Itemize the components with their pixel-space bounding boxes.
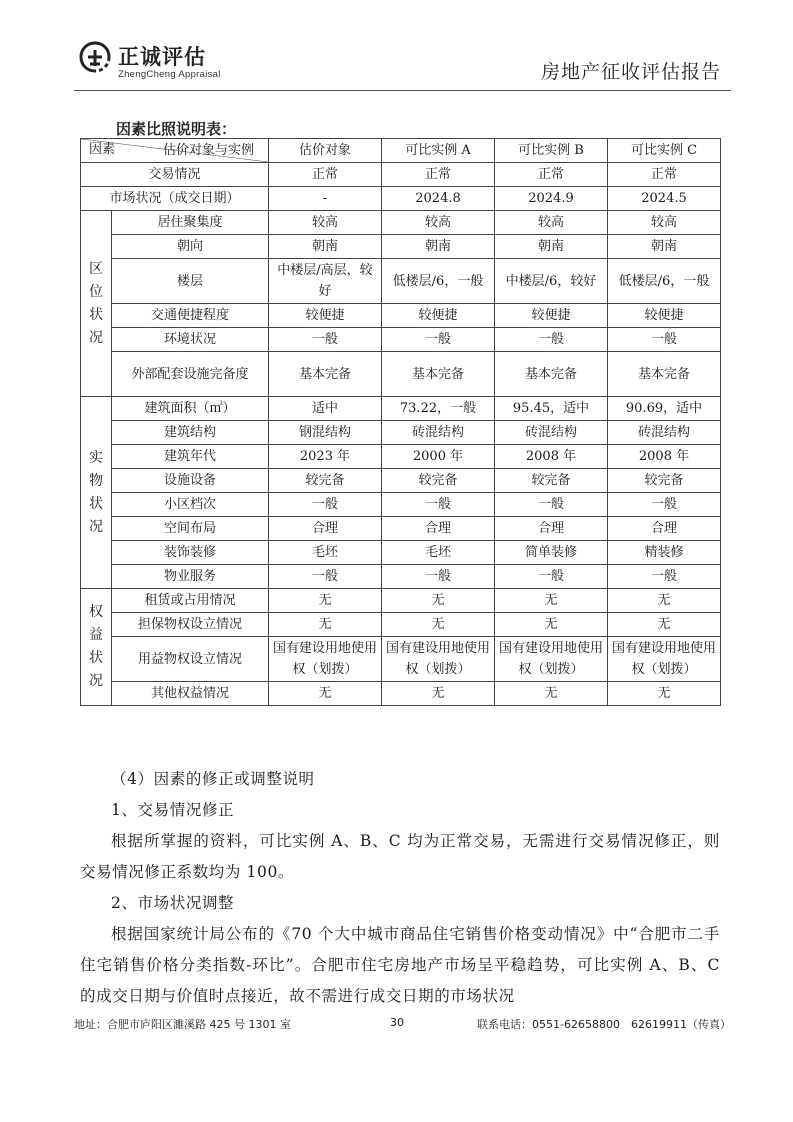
table-row — [81, 163, 721, 187]
table-corner-cell — [81, 139, 269, 163]
factor-label: 外部配套设施完备度 — [112, 352, 269, 397]
header-divider — [74, 90, 731, 91]
column-header: 可比实例 C — [608, 139, 721, 163]
factor-value: 一般 — [382, 493, 495, 517]
table-row — [81, 421, 721, 445]
table-row — [81, 211, 721, 235]
body-text — [80, 764, 720, 1012]
column-header: 可比实例 A — [382, 139, 495, 163]
table-row — [81, 613, 721, 637]
factor-value: 较便捷 — [608, 304, 721, 328]
factor-label: 小区档次 — [112, 493, 269, 517]
factor-value: 较完备 — [608, 469, 721, 493]
factor-value: 无 — [495, 589, 608, 613]
factor-label: 设施设备 — [112, 469, 269, 493]
factor-value: 较便捷 — [382, 304, 495, 328]
factor-value: 中楼层/6，较好 — [495, 259, 608, 304]
table-row — [81, 682, 721, 706]
factor-value: 低楼层/6，一般 — [608, 259, 721, 304]
factor-value: 中楼层/高层，较好 — [269, 259, 382, 304]
factor-value: 无 — [269, 589, 382, 613]
factor-value: 无 — [608, 613, 721, 637]
factor-value: 无 — [382, 613, 495, 637]
factor-value: 较高 — [608, 211, 721, 235]
factor-value: 正常 — [269, 163, 382, 187]
factor-value: 95.45，适中 — [495, 397, 608, 421]
table-row — [81, 589, 721, 613]
factor-value: 一般 — [495, 328, 608, 352]
table-row — [81, 304, 721, 328]
table-row — [81, 187, 721, 211]
factor-value: 无 — [382, 589, 495, 613]
table-row — [81, 541, 721, 565]
factor-value: 国有建设用地使用权（划拨） — [495, 637, 608, 682]
group-label-char: 况 — [89, 673, 103, 689]
factor-value: 一般 — [495, 565, 608, 589]
factor-value: 合理 — [495, 517, 608, 541]
factor-label: 空间布局 — [112, 517, 269, 541]
factor-value: 砖混结构 — [495, 421, 608, 445]
table-row — [81, 469, 721, 493]
factor-value: 毛坯 — [382, 541, 495, 565]
factor-value: 砖混结构 — [382, 421, 495, 445]
report-title: 房地产征收评估报告 — [540, 61, 721, 83]
paragraph-transaction: 根据所掌握的资料，可比实例 A、B、C 均为正常交易，无需进行交易情况修正，则交易情况修正系数均为 100。 — [80, 832, 720, 881]
factor-label: 交通便捷程度 — [112, 304, 269, 328]
factor-label: 装饰装修 — [112, 541, 269, 565]
factor-value: 正常 — [608, 163, 721, 187]
factor-label: 建筑年代 — [112, 445, 269, 469]
table-row — [81, 637, 721, 682]
factor-value: 较便捷 — [495, 304, 608, 328]
factor-value: 一般 — [269, 493, 382, 517]
factor-value: 适中 — [269, 397, 382, 421]
factor-value: 较高 — [382, 211, 495, 235]
heading-factor-adjustment: （4）因素的修正或调整说明 — [111, 770, 315, 788]
table-row — [81, 565, 721, 589]
factor-value: 2000 年 — [382, 445, 495, 469]
factor-label: 建筑结构 — [112, 421, 269, 445]
paragraph-market: 根据国家统计局公布的《70 个大中城市商品住宅销售价格变动情况》中“合肥市二手住宅销售价格分类指数-环比”。合肥市住宅房地产市场呈平稳趋势，可比实例 A、B、C 的成交日期与价值时点接近，故不需进行成交日期的市场状况 — [80, 925, 720, 1005]
factor-label: 交易情况 — [81, 163, 269, 187]
factor-value: 无 — [495, 613, 608, 637]
factor-value: 较完备 — [269, 469, 382, 493]
factor-value: 一般 — [269, 565, 382, 589]
factor-value: 合理 — [269, 517, 382, 541]
table-row — [81, 493, 721, 517]
group-label-char: 物 — [89, 472, 103, 489]
factor-value: 砖混结构 — [608, 421, 721, 445]
footer-address: 地址：合肥市庐阳区濉溪路 425 号 1301 室 — [74, 1018, 291, 1031]
factor-value: 较高 — [269, 211, 382, 235]
factor-value: 2024.9 — [495, 187, 608, 211]
factor-value: 无 — [495, 682, 608, 706]
factor-value: 较完备 — [382, 469, 495, 493]
subheading-transaction: 1、交易情况修正 — [111, 801, 235, 819]
factor-value: 较便捷 — [269, 304, 382, 328]
factor-value: 一般 — [382, 565, 495, 589]
factor-value: 90.69，适中 — [608, 397, 721, 421]
factor-value: 73.22，一般 — [382, 397, 495, 421]
group-label-char: 况 — [89, 329, 103, 346]
factor-label: 其他权益情况 — [112, 682, 269, 706]
corner-bottom-label: 因素 — [89, 142, 116, 157]
factor-comparison-table — [80, 138, 721, 706]
table-row — [81, 328, 721, 352]
table-row — [81, 397, 721, 421]
factor-value: 一般 — [608, 565, 721, 589]
page-number: 30 — [390, 1016, 404, 1029]
section-title: 因素比照说明表： — [116, 120, 237, 138]
factor-value: 国有建设用地使用权（划拨） — [269, 637, 382, 682]
group-label-char: 益 — [89, 627, 103, 643]
factor-value: 毛坯 — [269, 541, 382, 565]
footer-phone: 联系电话：0551-62658800 62619911（传真） — [477, 1018, 731, 1031]
factor-value: 合理 — [382, 517, 495, 541]
factor-label: 租赁或占用情况 — [112, 589, 269, 613]
factor-label: 担保物权设立情况 — [112, 613, 269, 637]
factor-label: 市场状况（成交日期） — [81, 187, 269, 211]
factor-label: 物业服务 — [112, 565, 269, 589]
factor-label: 用益物权设立情况 — [112, 637, 269, 682]
factor-label: 建筑面积（㎡） — [112, 397, 269, 421]
factor-value: 合理 — [608, 517, 721, 541]
group-label-char: 位 — [89, 283, 103, 300]
group-label — [81, 211, 112, 397]
factor-value: 2024.5 — [608, 187, 721, 211]
factor-value: 无 — [269, 613, 382, 637]
table-row — [81, 259, 721, 304]
factor-value: 钢混结构 — [269, 421, 382, 445]
factor-value: 无 — [382, 682, 495, 706]
factor-value: 一般 — [608, 328, 721, 352]
group-label-char: 权 — [89, 604, 103, 620]
group-label-char: 况 — [89, 518, 103, 535]
factor-value: 无 — [269, 682, 382, 706]
factor-value: 一般 — [495, 493, 608, 517]
factor-value: 基本完备 — [269, 352, 382, 397]
factor-value: 2023 年 — [269, 445, 382, 469]
factor-value: 较高 — [495, 211, 608, 235]
factor-value: 无 — [608, 589, 721, 613]
table-row — [81, 445, 721, 469]
column-header: 可比实例 B — [495, 139, 608, 163]
logo-text-cn: 正诚评估 — [118, 45, 206, 69]
factor-value: 2008 年 — [495, 445, 608, 469]
corner-top-label: 估价对象与实例 — [162, 143, 254, 158]
factor-value: 一般 — [608, 493, 721, 517]
table-header-row — [81, 139, 721, 163]
table-row — [81, 235, 721, 259]
group-label-char: 实 — [89, 449, 103, 466]
logo-mark-icon — [78, 40, 112, 74]
factor-value: 朝南 — [608, 235, 721, 259]
logo-text-en: ZhengCheng Appraisal — [118, 69, 221, 80]
factor-value: - — [269, 187, 382, 211]
factor-value: 基本完备 — [608, 352, 721, 397]
group-label-char: 状 — [89, 306, 103, 323]
factor-value: 正常 — [495, 163, 608, 187]
factor-value: 较完备 — [495, 469, 608, 493]
factor-value: 一般 — [382, 328, 495, 352]
table-row — [81, 517, 721, 541]
factor-value: 国有建设用地使用权（划拨） — [382, 637, 495, 682]
factor-value: 正常 — [382, 163, 495, 187]
factor-value: 基本完备 — [382, 352, 495, 397]
subheading-market: 2、市场状况调整 — [111, 894, 235, 912]
factor-value: 2008 年 — [608, 445, 721, 469]
factor-value: 精装修 — [608, 541, 721, 565]
factor-value: 朝南 — [495, 235, 608, 259]
factor-value: 2024.8 — [382, 187, 495, 211]
factor-value: 国有建设用地使用权（划拨） — [608, 637, 721, 682]
factor-label: 楼层 — [112, 259, 269, 304]
factor-label: 环境状况 — [112, 328, 269, 352]
group-label-char: 状 — [89, 495, 103, 512]
factor-value: 无 — [608, 682, 721, 706]
group-label — [81, 397, 112, 589]
factor-label: 朝向 — [112, 235, 269, 259]
table-row — [81, 352, 721, 397]
factor-value: 朝南 — [382, 235, 495, 259]
factor-value: 简单装修 — [495, 541, 608, 565]
group-label-char: 状 — [89, 650, 103, 666]
factor-value: 低楼层/6，一般 — [382, 259, 495, 304]
company-logo — [78, 40, 238, 88]
factor-value: 一般 — [269, 328, 382, 352]
group-label-char: 区 — [89, 260, 103, 277]
factor-label: 居住聚集度 — [112, 211, 269, 235]
factor-value: 基本完备 — [495, 352, 608, 397]
group-label — [81, 589, 112, 706]
factor-value: 朝南 — [269, 235, 382, 259]
column-header: 估价对象 — [269, 139, 382, 163]
